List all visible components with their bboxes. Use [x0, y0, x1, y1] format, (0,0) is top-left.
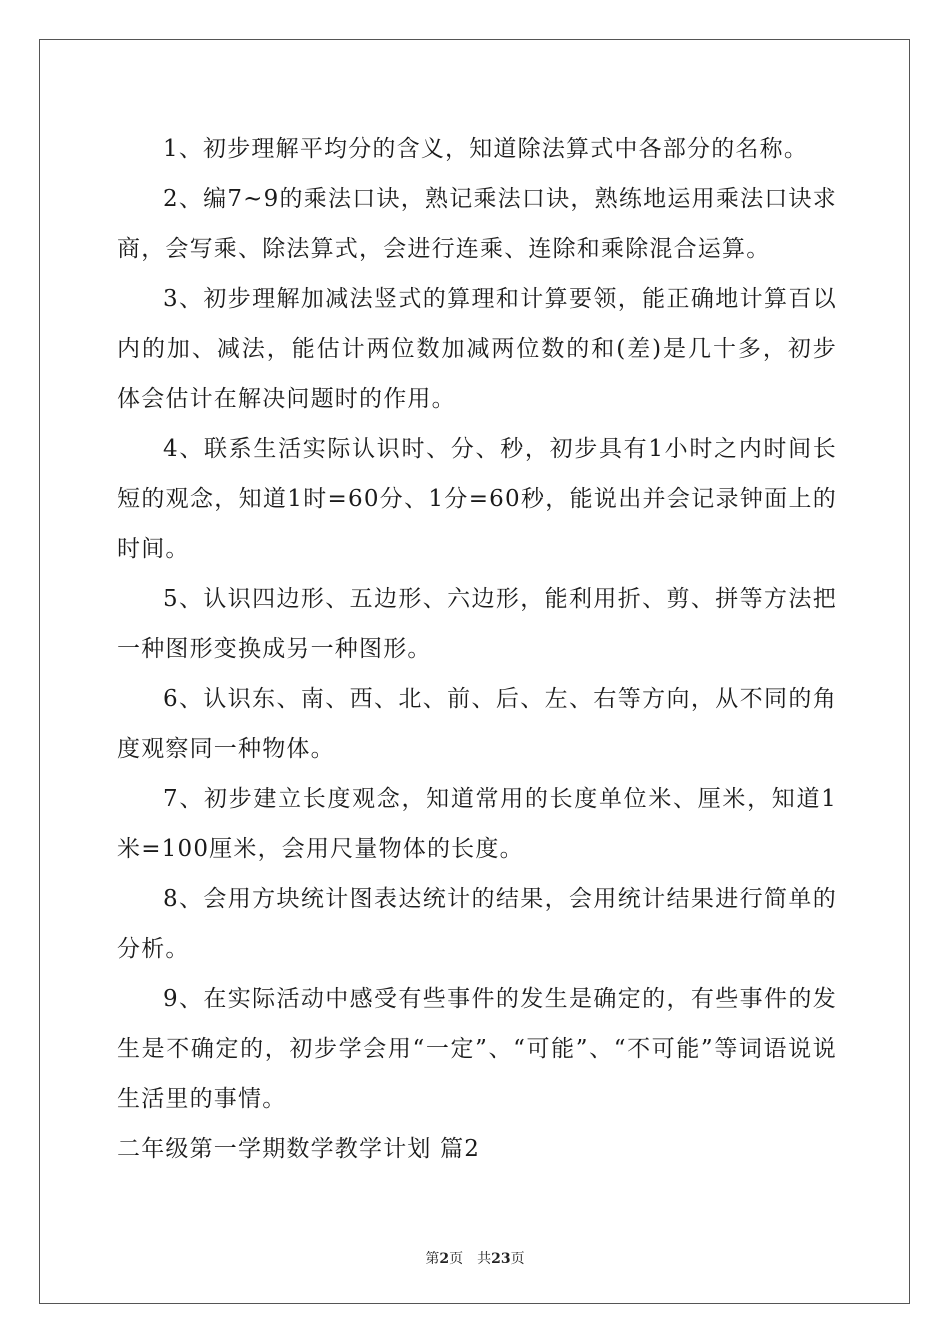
paragraph-4: 4、联系生活实际认识时、分、秒，初步具有1小时之内时间长短的观念，知道1时=60分、1分=60秒，能说出并会记录钟面上的时间。 [117, 436, 837, 562]
page-footer [0, 1248, 950, 1268]
paragraph-8: 8、会用方块统计图表达统计的结果，会用统计结果进行简单的分析。 [117, 886, 837, 962]
paragraph-7: 7、初步建立长度观念，知道常用的长度单位米、厘米，知道1米=100厘米，会用尺量物体的长度。 [117, 786, 837, 862]
section-heading: 二年级第一学期数学教学计划 篇2 [117, 1136, 481, 1162]
page-suffix: 页 [449, 1251, 464, 1267]
paragraph-5: 5、认识四边形、五边形、六边形，能利用折、剪、拼等方法把一种图形变换成另一种图形。 [117, 586, 837, 662]
page-number: 2 [439, 1251, 450, 1267]
paragraph-2: 2、编7~9的乘法口诀，熟记乘法口诀，熟练地运用乘法口诀求商，会写乘、除法算式，会进行连乘、连除和乘除混合运算。 [117, 186, 837, 262]
paragraph-1: 1、初步理解平均分的含义，知道除法算式中各部分的名称。 [163, 136, 809, 162]
total-pages: 23 [491, 1251, 511, 1267]
page-prefix: 第 [425, 1251, 440, 1267]
paragraph-9: 9、在实际活动中感受有些事件的发生是确定的，有些事件的发生是不确定的，初步学会用“一定”、“可能”、“不可能”等词语说说生活里的事情。 [117, 986, 837, 1112]
paragraph-3: 3、初步理解加减法竖式的算理和计算要领，能正确地计算百以内的加、减法，能估计两位数加减两位数的和(差)是几十多，初步体会估计在解决问题时的作用。 [117, 286, 837, 412]
paragraph-6: 6、认识东、南、西、北、前、后、左、右等方向，从不同的角度观察同一种物体。 [117, 686, 837, 762]
document-body [117, 124, 837, 1174]
total-suffix: 页 [510, 1251, 525, 1267]
total-prefix: 共 [477, 1251, 492, 1267]
